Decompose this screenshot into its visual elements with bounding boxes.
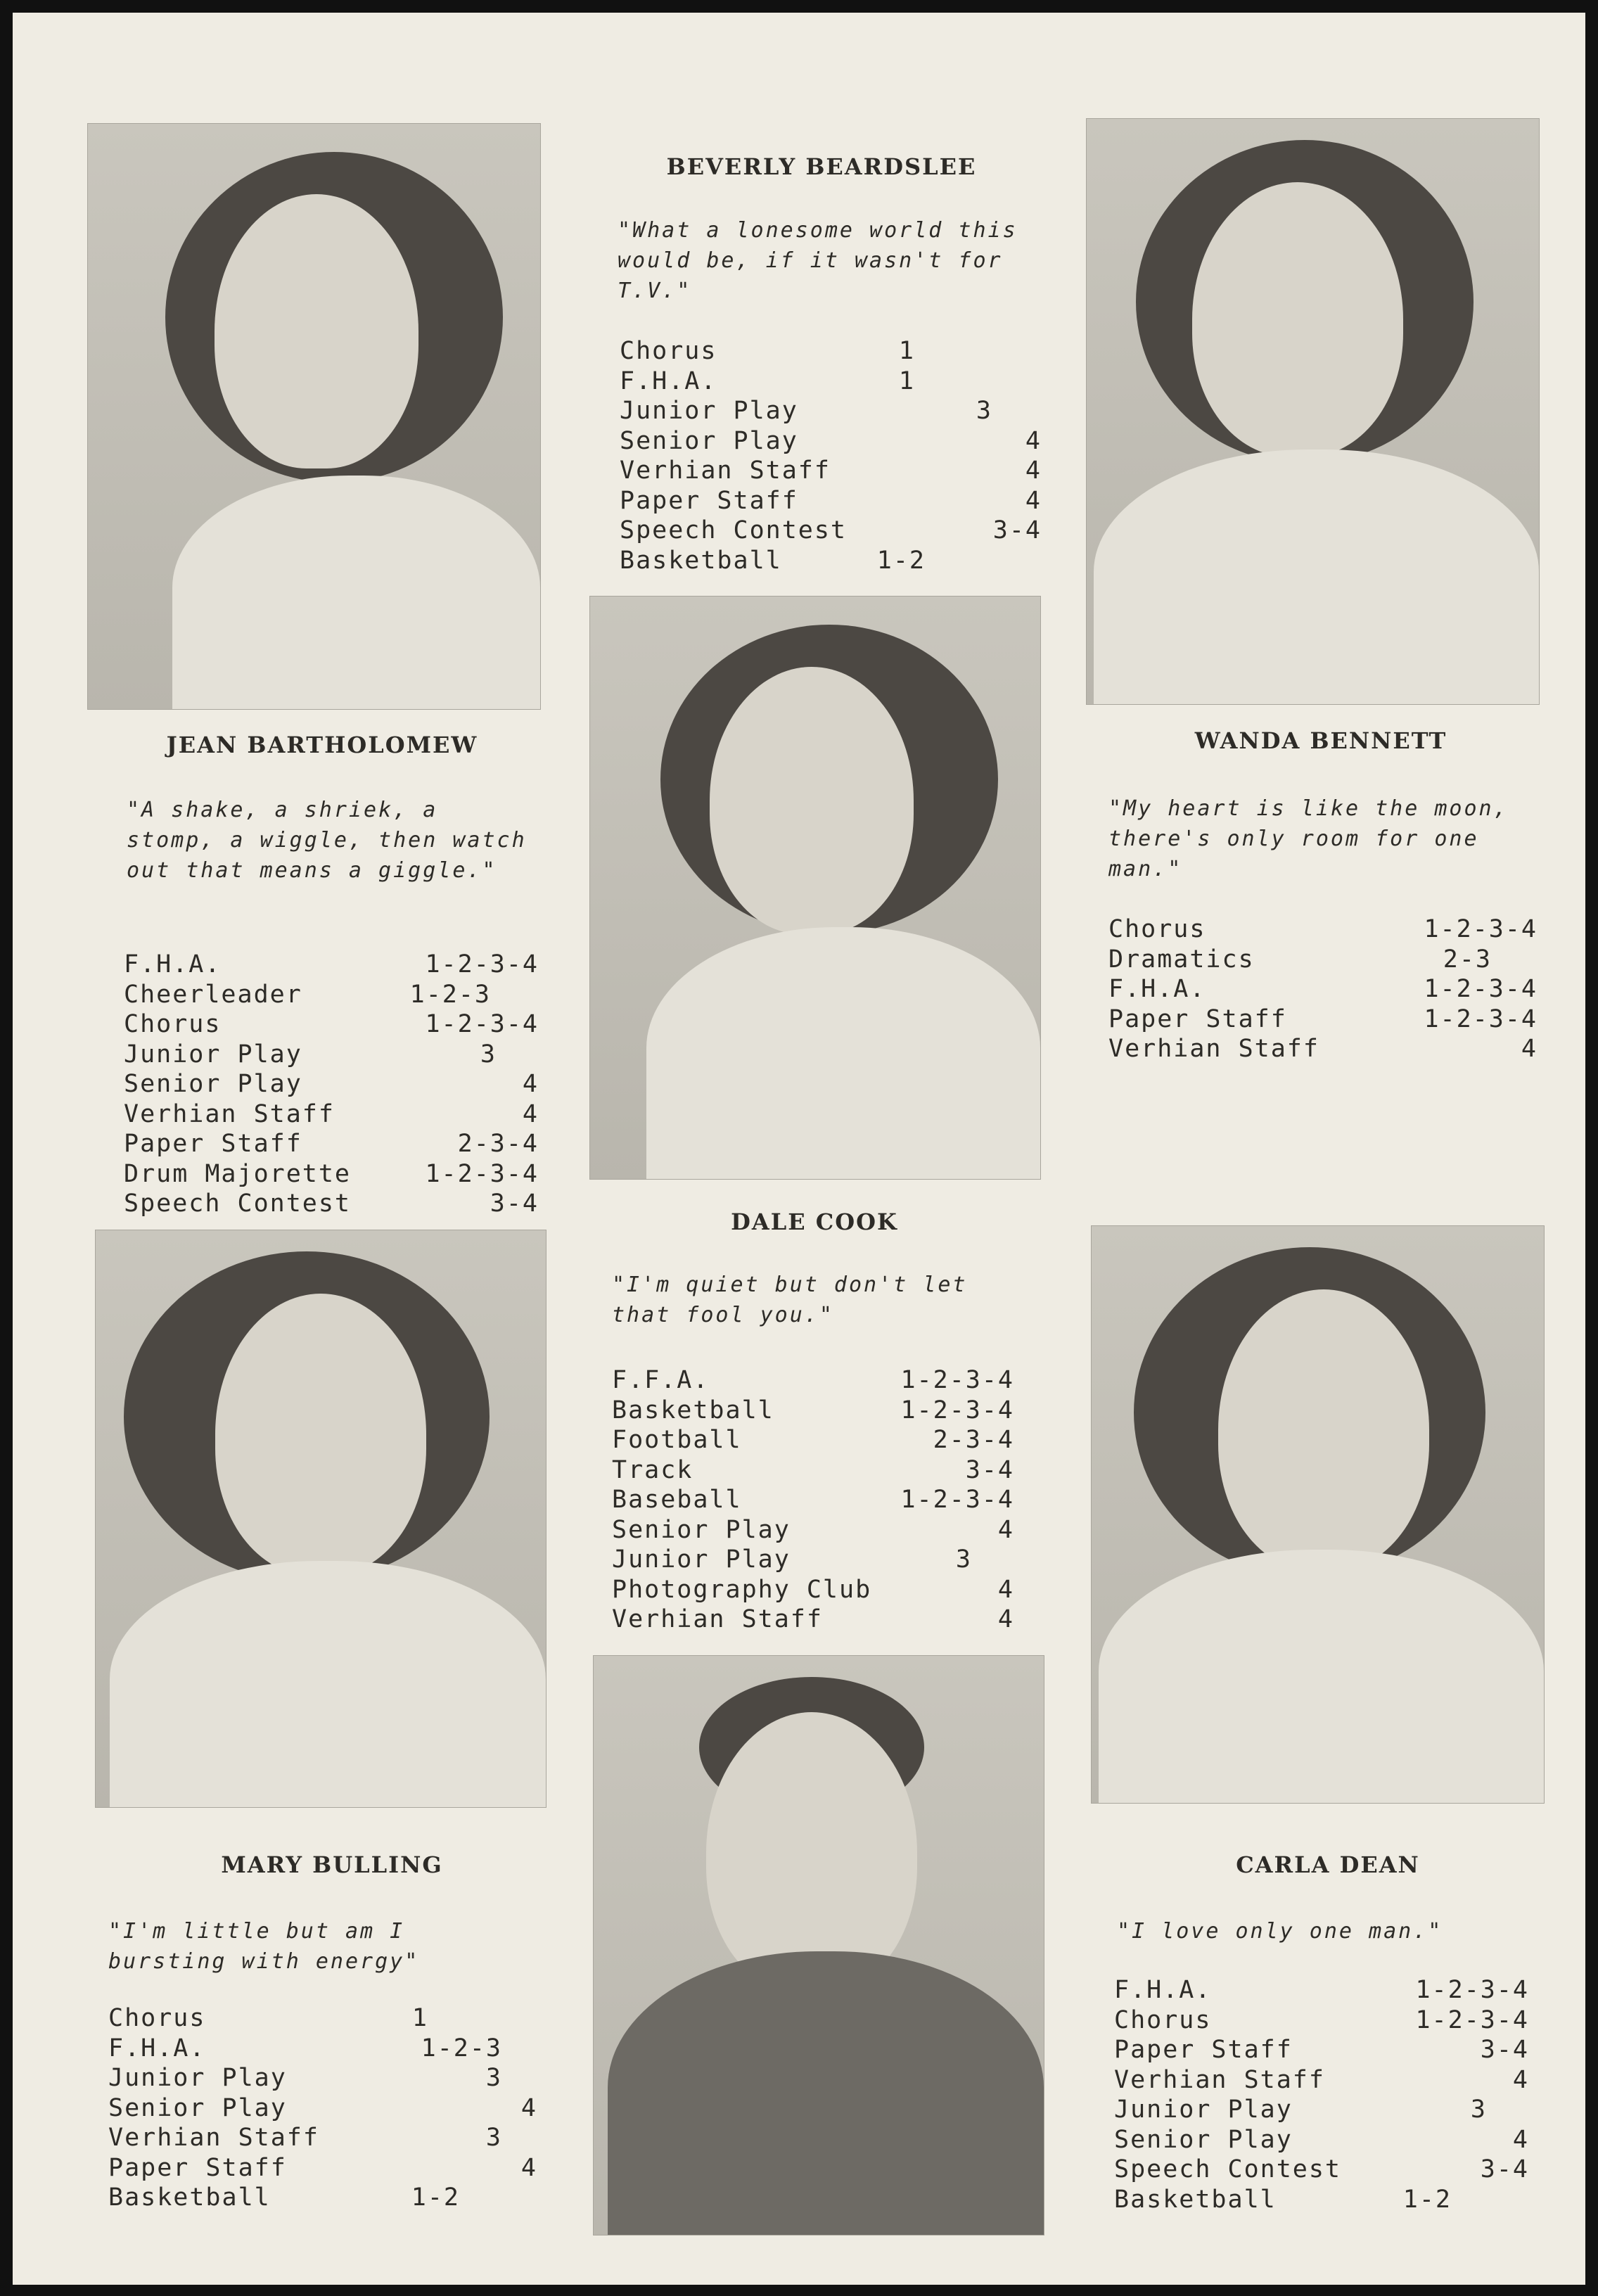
activity-row — [1114, 2185, 1452, 2215]
activity-label: F.H.A. — [1108, 975, 1206, 1003]
activity-label: Verhian Staff — [124, 1099, 335, 1128]
activity-row — [108, 2153, 537, 2183]
activity-years: 4 — [997, 1575, 1014, 1604]
activity-row — [1108, 945, 1492, 975]
activity-label: F.H.A. — [620, 366, 717, 395]
activity-years: 3 — [976, 397, 992, 425]
activity-years: 4 — [1025, 457, 1042, 485]
activity-row — [124, 1159, 539, 1190]
activity-years: 2-3-4 — [933, 1426, 1014, 1454]
activity-row — [124, 1069, 539, 1099]
activity-years: 4 — [997, 1515, 1014, 1544]
activity-label: Football — [612, 1426, 742, 1454]
activity-label: Chorus — [620, 337, 717, 365]
activity-label: Verhian Staff — [1114, 2065, 1325, 2094]
activity-label: Senior Play — [108, 2093, 287, 2122]
activity-years: 3 — [485, 2124, 502, 2152]
activity-years: 3 — [955, 1545, 972, 1574]
activity-row — [108, 2183, 460, 2213]
activity-row — [620, 426, 1042, 457]
activity-list — [1108, 914, 1538, 1064]
student-name: WANDA BENNETT — [1194, 727, 1447, 754]
activity-label: Track — [612, 1455, 693, 1484]
activity-label: Verhian Staff — [108, 2124, 319, 2152]
activity-label: Junior Play — [1114, 2096, 1293, 2124]
activity-row — [108, 2063, 502, 2093]
activity-row — [1114, 2125, 1529, 2155]
activity-row — [1114, 2005, 1529, 2036]
activity-label: Drum Majorette — [124, 1159, 352, 1188]
activity-label: Junior Play — [620, 397, 798, 425]
activity-years: 1-2-3-4 — [425, 1010, 539, 1038]
activity-years: 3-4 — [1480, 2036, 1529, 2064]
activity-years: 1-2-3-4 — [1424, 915, 1538, 943]
activity-label: Basketball — [108, 2183, 271, 2212]
activity-row — [612, 1575, 1014, 1605]
activity-label: Junior Play — [108, 2064, 287, 2092]
activity-label: Chorus — [1108, 915, 1206, 943]
student-name: MARY BULLING — [221, 1851, 443, 1878]
activity-row — [1108, 914, 1538, 945]
activity-years: 2-3 — [1443, 945, 1492, 974]
activity-row — [620, 516, 1042, 546]
activity-label: Paper Staff — [1114, 2036, 1293, 2064]
portrait-photo-wanda-bennett — [1086, 118, 1540, 705]
activity-years: 1 — [898, 366, 915, 395]
activity-row — [612, 1545, 972, 1575]
student-quote: "I love only one man." — [1117, 1919, 1443, 1944]
activity-row — [612, 1605, 1014, 1635]
student-name: JEAN BARTHOLOMEW — [166, 732, 478, 758]
activity-years: 4 — [1512, 2065, 1529, 2094]
activity-label: Verhian Staff — [612, 1605, 823, 1633]
student-name: BEVERLY BEARDSLEE — [666, 153, 977, 180]
portrait-photo-beverly-beardslee — [589, 596, 1041, 1180]
activity-years: 1-2-3-4 — [1415, 2005, 1529, 2034]
activity-row — [1114, 2095, 1487, 2125]
activity-row — [612, 1485, 1014, 1515]
activity-label: Verhian Staff — [620, 457, 831, 485]
activity-label: Senior Play — [124, 1070, 302, 1098]
activity-years: 3-4 — [965, 1455, 1014, 1484]
portrait-photo-carla-dean — [1091, 1225, 1545, 1804]
activity-years: 1-2-3-4 — [1415, 1976, 1529, 2004]
activity-label: Speech Contest — [620, 516, 848, 544]
portrait-photo-dale-cook — [593, 1655, 1044, 2236]
activity-label: Verhian Staff — [1108, 1035, 1319, 1063]
activity-years: 4 — [997, 1605, 1014, 1633]
activity-label: F.H.A. — [124, 950, 222, 978]
activity-row — [620, 486, 1042, 516]
activity-label: Junior Play — [124, 1040, 302, 1069]
activity-list — [620, 336, 1042, 575]
activity-years: 1-2-3 — [409, 980, 491, 1009]
activity-years: 1-2-3-4 — [900, 1486, 1014, 1514]
activity-years: 4 — [520, 2153, 537, 2182]
activity-row — [612, 1396, 1014, 1426]
activity-label: Paper Staff — [124, 1130, 302, 1158]
activity-years: 1-2 — [1402, 2185, 1452, 2214]
activity-years: 3 — [485, 2064, 502, 2092]
activity-row — [124, 1040, 497, 1070]
activity-row — [108, 2003, 428, 2034]
portrait-photo-mary-bulling — [95, 1230, 546, 1808]
activity-years: 4 — [522, 1099, 539, 1128]
activity-years: 3 — [480, 1040, 497, 1069]
activity-label: Chorus — [108, 2004, 206, 2032]
activity-label: F.H.A. — [108, 2034, 206, 2062]
activity-row — [612, 1455, 1014, 1486]
activity-years: 4 — [520, 2093, 537, 2122]
activity-row — [124, 980, 491, 1010]
activity-years: 1-2-3 — [421, 2034, 502, 2062]
student-quote: "A shake, a shriek, a stomp, a wiggle, then watch out that means a giggle." — [127, 798, 527, 883]
activity-years: 1-2-3-4 — [425, 1159, 539, 1188]
activity-list — [1114, 1975, 1543, 2214]
activity-label: Speech Contest — [1114, 2155, 1342, 2183]
activity-label: Baseball — [612, 1486, 742, 1514]
activity-list — [612, 1365, 1034, 1635]
activity-list — [124, 950, 539, 1219]
activity-years: 4 — [1521, 1035, 1538, 1063]
activity-label: Basketball — [620, 546, 782, 575]
activity-label: Basketball — [1114, 2185, 1277, 2214]
activity-row — [1114, 1975, 1529, 2005]
activity-label: Senior Play — [612, 1515, 791, 1544]
activity-years: 2-3-4 — [457, 1130, 539, 1158]
activity-row — [124, 950, 539, 980]
activity-row — [1114, 2035, 1529, 2065]
activity-label: Cheerleader — [124, 980, 302, 1009]
activity-label: F.F.A. — [612, 1366, 710, 1394]
yearbook-page — [13, 13, 1585, 2285]
activity-row — [1114, 2155, 1529, 2185]
activity-years: 1-2-3-4 — [425, 950, 539, 978]
activity-label: Basketball — [612, 1396, 774, 1424]
activity-label: Speech Contest — [124, 1190, 352, 1218]
activity-label: Senior Play — [620, 426, 798, 455]
activity-list — [108, 2003, 544, 2213]
activity-label: Paper Staff — [1108, 1005, 1287, 1033]
activity-label: Junior Play — [612, 1545, 791, 1574]
activity-years: 1-2-3-4 — [1424, 1005, 1538, 1033]
student-quote: "I'm quiet but don't let that fool you." — [612, 1273, 968, 1327]
activity-years: 4 — [1025, 486, 1042, 515]
activity-row — [620, 546, 926, 576]
activity-row — [612, 1515, 1014, 1545]
portrait-photo-jean-bartholomew — [87, 123, 541, 710]
activity-row — [124, 1099, 539, 1130]
activity-years: 4 — [1025, 426, 1042, 455]
activity-years: 1-2-3-4 — [900, 1396, 1014, 1424]
activity-row — [124, 1129, 539, 1159]
activity-years: 1 — [411, 2004, 428, 2032]
activity-row — [620, 456, 1042, 486]
activity-row — [1108, 1034, 1538, 1064]
activity-years: 1-2-3-4 — [1424, 975, 1538, 1003]
activity-years: 4 — [522, 1070, 539, 1098]
activity-years: 3-4 — [992, 516, 1042, 544]
activity-row — [620, 336, 915, 366]
activity-years: 1-2-3-4 — [900, 1366, 1014, 1394]
activity-years: 3 — [1470, 2096, 1487, 2124]
activity-row — [124, 1009, 539, 1040]
activity-row — [108, 2034, 502, 2064]
activity-row — [1108, 1005, 1538, 1035]
activity-years: 3-4 — [1480, 2155, 1529, 2183]
activity-row — [612, 1425, 1014, 1455]
student-name: CARLA DEAN — [1236, 1851, 1420, 1878]
student-quote: "I'm little but am I bursting with energy" — [108, 1919, 420, 1974]
activity-years: 1 — [898, 337, 915, 365]
student-quote: "My heart is like the moon, there's only room for one man." — [1108, 796, 1509, 881]
activity-label: F.H.A. — [1114, 1976, 1212, 2004]
activity-label: Paper Staff — [108, 2153, 287, 2182]
activity-years: 4 — [1512, 2125, 1529, 2154]
activity-label: Senior Play — [1114, 2125, 1293, 2154]
activity-row — [124, 1189, 539, 1219]
activity-years: 1-2 — [411, 2183, 460, 2212]
activity-label: Chorus — [1114, 2005, 1212, 2034]
activity-row — [620, 366, 915, 397]
activity-row — [108, 2093, 537, 2124]
activity-years: 3-4 — [490, 1190, 539, 1218]
activity-row — [612, 1365, 1014, 1396]
activity-row — [620, 396, 992, 426]
activity-label: Paper Staff — [620, 486, 798, 515]
activity-label: Photography Club — [612, 1575, 872, 1604]
student-quote: "What a lonesome world this would be, if it wasn't for T.V." — [618, 218, 1018, 303]
student-name: DALE COOK — [731, 1208, 898, 1235]
activity-row — [1108, 974, 1538, 1005]
activity-row — [108, 2123, 502, 2153]
activity-years: 1-2 — [876, 546, 926, 575]
activity-label: Chorus — [124, 1010, 222, 1038]
activity-row — [1114, 2065, 1529, 2096]
activity-label: Dramatics — [1108, 945, 1255, 974]
